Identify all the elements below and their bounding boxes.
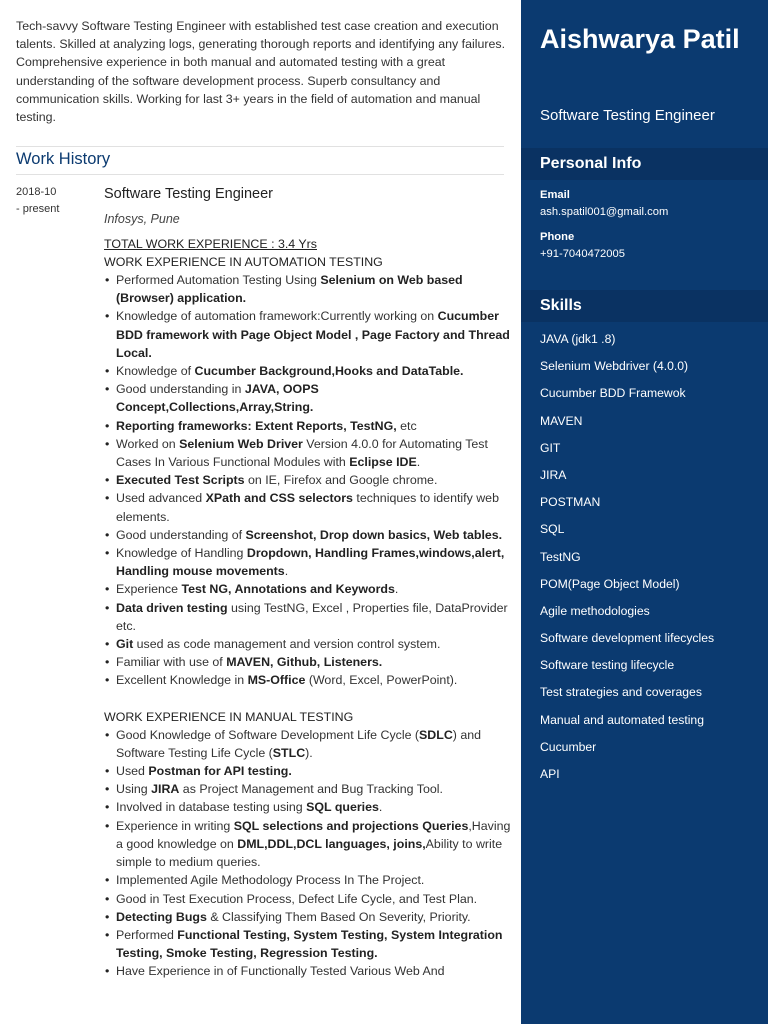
bullet-text: SDLC <box>419 727 453 742</box>
skills-band <box>521 290 768 322</box>
bullet-text: as Project Management and Bug Tracking Tool. <box>179 782 443 797</box>
bullet-text: SQL queries <box>306 800 379 815</box>
bullet-text: Reporting frameworks: Extent Reports, TestNG, <box>116 418 397 433</box>
skill-item: Cucumber BDD Framewok <box>540 386 686 401</box>
bullet-item <box>104 599 514 635</box>
sidebar <box>521 0 768 1024</box>
skill-item: Cucumber <box>540 739 597 754</box>
bullet-item <box>104 362 514 380</box>
bullet-item <box>104 380 514 416</box>
skill-item: TestNG <box>540 549 581 564</box>
skill-item: GIT <box>540 440 561 455</box>
bullet-text: ). <box>305 745 313 760</box>
bullet-item <box>104 908 514 926</box>
phone-value: +91-7040472005 <box>540 248 625 260</box>
work-history-divider <box>16 174 504 175</box>
bullet-text: Ability to write simple to medium queries. <box>116 836 503 870</box>
bullet-text: Functional Testing, System Testing, System Integration Testing, Smoke Testing, Regression Testing. <box>116 927 503 961</box>
bullet-text: used as code management and version control system. <box>133 637 441 652</box>
bullet-text: Experience in writing <box>116 818 234 833</box>
bullet-text: Test NG, Annotations and Keywords <box>181 582 395 597</box>
bullet-text: Version 4.0.0 for Automating Test Cases In Various Functional Modules with <box>116 436 488 470</box>
bullet-text: Screenshot, Drop down basics, Web tables. <box>245 527 503 542</box>
summary-text: Tech-savvy Software Testing Engineer with established test case creation and execution talents. Skilled at analyzing logs, generating thorough reports and identifying any failures. Comprehensive experience in both manual and automated testing with a great understanding of the software development process. Superb consultancy and communication skills. Working for last 3+ years in the field of automation and manual testing. <box>16 19 506 125</box>
personal-info-title: Personal Info <box>540 155 642 172</box>
bullet-item <box>104 271 514 307</box>
bullet-text: Implemented Agile Methodology Process In The Project. <box>116 873 425 888</box>
bullet-text: Knowledge of Handling <box>116 546 247 561</box>
bullet-text: Used <box>116 764 149 779</box>
bullet-text: XPath and CSS selectors <box>205 491 353 506</box>
bullet-text: MS-Office <box>247 673 306 688</box>
skill-item: MAVEN <box>540 413 583 428</box>
skill-item: Software testing lifecycle <box>540 658 675 673</box>
bullet-text: & Classifying Them Based On Severity, Priority. <box>206 909 471 924</box>
job-entry <box>104 184 514 981</box>
bullet-text: Selenium Web Driver <box>179 436 303 451</box>
skill-item: Agile methodologies <box>540 603 650 618</box>
bullet-item <box>104 726 514 762</box>
bullet-text: Executed Test Scripts <box>116 473 245 488</box>
bullet-text: STLC <box>272 745 306 760</box>
work-history-title: Work History <box>16 150 111 168</box>
bullet-text: on IE, Firefox and Google chrome. <box>244 473 438 488</box>
skills-list <box>540 330 714 792</box>
bullet-text: Good in Test Execution Process, Defect Life Cycle, and Test Plan. <box>116 891 478 906</box>
email-value[interactable]: ash.spatil001@gmail.com <box>540 206 669 218</box>
bullet-text: Eclipse IDE <box>349 455 417 470</box>
bullet-text: . <box>378 800 383 815</box>
bullet-text: SQL selections and projections Queries <box>233 818 469 833</box>
bullet-text: Selenium on Web based (Browser) application. <box>116 273 463 306</box>
bullet-text: using TestNG, Excel , Properties file, DataProvider etc. <box>116 600 508 633</box>
phone-label: Phone <box>540 231 575 243</box>
bullet-item <box>104 580 514 598</box>
bullet-text: Familiar with use of <box>116 655 227 670</box>
skill-item: JIRA <box>540 467 567 482</box>
summary-divider <box>16 146 504 147</box>
bullet-item <box>104 890 514 908</box>
bullet-item <box>104 471 514 489</box>
bullet-text: Worked on <box>116 436 180 451</box>
bullet-text: ,Having a good knowledge on <box>116 818 511 851</box>
skill-item: Manual and automated testing <box>540 712 704 727</box>
skills-title: Skills <box>540 297 582 314</box>
automation-list <box>104 271 514 690</box>
bullet-item <box>104 544 514 580</box>
bullet-text: Cucumber Background,Hooks and DataTable. <box>194 364 464 379</box>
bullet-text: MAVEN, Github, Listeners. <box>226 655 383 670</box>
bullet-text: Involved in database testing using <box>116 800 307 815</box>
skill-item: POM(Page Object Model) <box>540 576 680 591</box>
bullet-text: Good understanding in <box>116 382 245 397</box>
profile-name: Aishwarya Patil <box>540 24 740 54</box>
bullet-text: techniques to identify web elements. <box>116 491 499 524</box>
bullet-text: Postman for API testing. <box>148 764 292 779</box>
bullet-item <box>104 653 514 671</box>
skill-item: Software development lifecycles <box>540 631 715 646</box>
skill-item: Test strategies and coverages <box>540 685 702 700</box>
bullet-text: Using <box>116 782 152 797</box>
bullet-text: Knowledge of automation framework:Currently working on <box>116 309 438 324</box>
bullet-text: ) and Software Testing Life Cycle ( <box>116 727 482 760</box>
bullet-text: DML,DDL,DCL languages, joins, <box>237 836 426 851</box>
job-company: Infosys, Pune <box>104 212 180 226</box>
bullet-text: Experience <box>116 582 182 597</box>
bullet-item <box>104 526 514 544</box>
total-experience: TOTAL WORK EXPERIENCE : 3.4 Yrs <box>104 237 317 251</box>
bullet-item <box>104 635 514 653</box>
skill-item: JAVA (jdk1 .8) <box>540 332 616 346</box>
skill-item: POSTMAN <box>540 495 601 510</box>
section-gap <box>104 690 514 708</box>
job-date <box>16 184 96 218</box>
bullet-text: Have Experience in of Functionally Tested Various Web And <box>116 964 445 979</box>
bullet-text: Good understanding of <box>116 527 246 542</box>
bullet-item <box>104 762 514 780</box>
bullet-text: Cucumber BDD framework with Page Object Model , Page Factory and Thread Local. <box>116 309 510 360</box>
skill-item: SQL <box>540 522 565 537</box>
bullet-item <box>104 417 514 435</box>
bullet-item <box>104 435 514 471</box>
bullet-text: Knowledge of <box>116 364 195 379</box>
job-date-end: - present <box>16 203 60 215</box>
manual-list <box>104 726 514 981</box>
bullet-item <box>104 962 514 980</box>
bullet-text: Performed Automation Testing Using <box>116 273 321 287</box>
bullet-text: . <box>416 455 421 470</box>
bullet-text: Performed <box>116 927 178 942</box>
bullet-text: Used advanced <box>116 491 206 506</box>
bullet-item <box>104 926 514 962</box>
personal-info-band <box>521 148 768 180</box>
bullet-text: . <box>394 582 399 597</box>
bullet-item <box>104 489 514 525</box>
bullet-text: . <box>284 564 289 579</box>
automation-heading: WORK EXPERIENCE IN AUTOMATION TESTING <box>104 255 383 269</box>
bullet-item <box>104 817 514 872</box>
bullet-text: Dropdown, Handling Frames,windows,alert, Handling mouse movements <box>116 546 505 579</box>
email-label: Email <box>540 189 570 201</box>
bullet-text: etc <box>396 418 417 433</box>
bullet-item <box>104 307 514 362</box>
bullet-text: JIRA <box>151 782 180 797</box>
bullet-text: (Word, Excel, PowerPoint). <box>305 673 458 688</box>
job-title: Software Testing Engineer <box>104 186 274 202</box>
bullet-text: Git <box>116 637 134 652</box>
skill-item: API <box>540 767 560 781</box>
bullet-item <box>104 671 514 689</box>
skill-item: Selenium Webdriver (4.0.0) <box>540 359 689 374</box>
bullet-item <box>104 798 514 816</box>
bullet-text: Excellent Knowledge in <box>116 673 248 688</box>
profile-role: Software Testing Engineer <box>540 107 715 124</box>
bullet-text: JAVA, OOPS Concept,Collections,Array,String. <box>116 382 319 415</box>
bullet-text: Data driven testing <box>116 600 228 615</box>
job-date-start: 2018-10 <box>16 186 57 198</box>
bullet-item <box>104 871 514 889</box>
bullet-item <box>104 780 514 798</box>
bullet-text: Detecting Bugs <box>116 909 207 924</box>
bullet-text: Good Knowledge of Software Development Life Cycle ( <box>116 727 420 742</box>
manual-heading: WORK EXPERIENCE IN MANUAL TESTING <box>104 709 354 724</box>
